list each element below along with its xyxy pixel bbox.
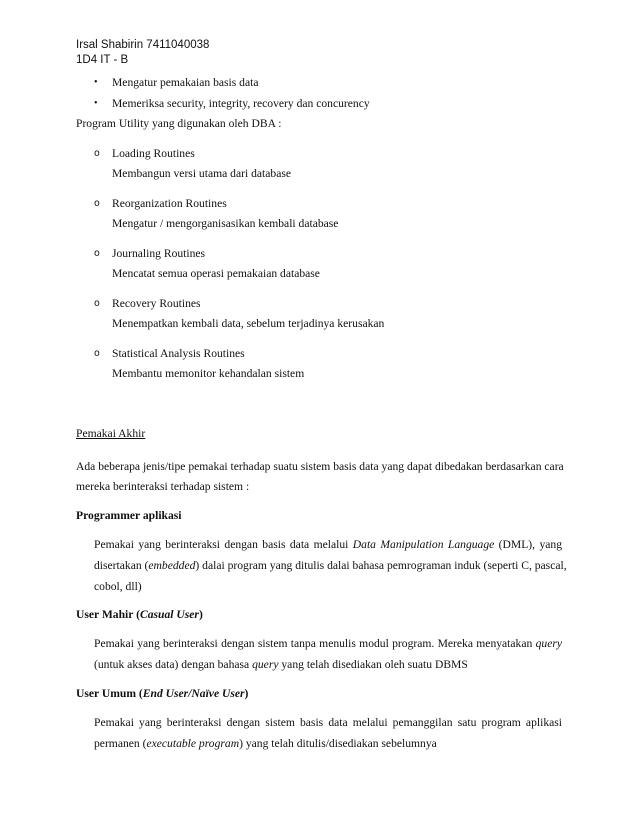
circle-bullet-icon: o: [94, 298, 100, 309]
utility-desc: Membangun versi utama dari database: [112, 167, 291, 180]
bullet-icon: •: [94, 77, 98, 88]
utility-title: Journaling Routines: [112, 247, 206, 260]
circle-bullet-icon: o: [94, 198, 100, 209]
utility-desc: Mengatur / mengorganisasikan kembali database: [112, 217, 339, 230]
list-item: Memeriksa security, integrity, recovery dan concurency: [112, 97, 370, 110]
text-run: (DML), yang: [494, 538, 563, 551]
class-line: 1D4 IT - B: [76, 54, 129, 66]
text-run: yang telah disediakan oleh suatu DBMS: [278, 658, 468, 671]
text-run: ) dalai program yang ditulis dalai bahasa pemrograman induk (seperti C, pascal,: [195, 559, 567, 572]
section-title: Pemakai Akhir: [76, 427, 146, 440]
circle-bullet-icon: o: [94, 148, 100, 159]
utility-intro: Program Utility yang digunakan oleh DBA :: [76, 117, 282, 130]
casual-user-desc-line: [94, 637, 562, 651]
text-run: ) yang telah ditulis/disediakan sebelumnya: [239, 737, 437, 750]
programmer-desc-line: [94, 559, 567, 573]
utility-title: Recovery Routines: [112, 297, 201, 310]
utility-desc: Mencatat semua operasi pemakaian database: [112, 267, 320, 280]
text-run: User Umum (: [76, 687, 143, 700]
utility-desc: Menempatkan kembali data, sebelum terjadinya kerusakan: [112, 317, 385, 330]
section-intro-line: mereka berinteraksi terhadap sistem :: [76, 480, 250, 493]
utility-desc: Membantu memonitor kehandalan sistem: [112, 367, 305, 380]
italic-term: query: [535, 637, 562, 650]
italic-term: End User/Naïve User: [142, 687, 245, 700]
author-line: Irsal Shabirin 7411040038: [76, 39, 210, 51]
italic-term: Casual User: [139, 608, 199, 621]
circle-bullet-icon: o: [94, 348, 100, 359]
utility-title: Reorganization Routines: [112, 197, 227, 210]
circle-bullet-icon: o: [94, 248, 100, 259]
text-run: permanen (: [94, 737, 147, 750]
italic-term: embedded: [148, 559, 196, 572]
programmer-desc-line: cobol, dll): [94, 580, 142, 593]
casual-user-desc-line: [94, 658, 468, 672]
utility-title: Statistical Analysis Routines: [112, 347, 245, 360]
italic-term: query: [252, 658, 279, 671]
italic-term: executable program: [146, 737, 240, 750]
bullet-icon: •: [94, 98, 98, 109]
end-user-heading: [76, 687, 248, 701]
programmer-heading: Programmer aplikasi: [76, 509, 182, 522]
italic-term: Data Manipulation Language: [352, 538, 495, 551]
text-run: User Mahir (: [76, 608, 140, 621]
page-header: [76, 38, 209, 68]
end-user-desc-line: Pemakai yang berinteraksi dengan sistem basis data melalui pemanggilan satu program aplikasi: [94, 716, 562, 729]
programmer-desc-line: [94, 538, 562, 552]
text-run: Pemakai yang berinteraksi dengan sistem tanpa menulis modul program. Mereka menyatakan: [94, 637, 536, 650]
section-intro-line: Ada beberapa jenis/tipe pemakai terhadap suatu sistem basis data yang dapat dibedakan berdasarkan cara: [76, 460, 564, 473]
text-run: Pemakai yang berinteraksi dengan basis data melalui: [94, 538, 353, 551]
text-run: ): [244, 687, 249, 700]
end-user-desc-line: [94, 737, 437, 751]
utility-title: Loading Routines: [112, 147, 195, 160]
casual-user-heading: [76, 608, 203, 622]
text-run: (untuk akses data) dengan bahasa: [94, 658, 253, 671]
list-item: Mengatur pemakaian basis data: [112, 76, 259, 89]
text-run: ): [198, 608, 203, 621]
text-run: disertakan (: [94, 559, 149, 572]
